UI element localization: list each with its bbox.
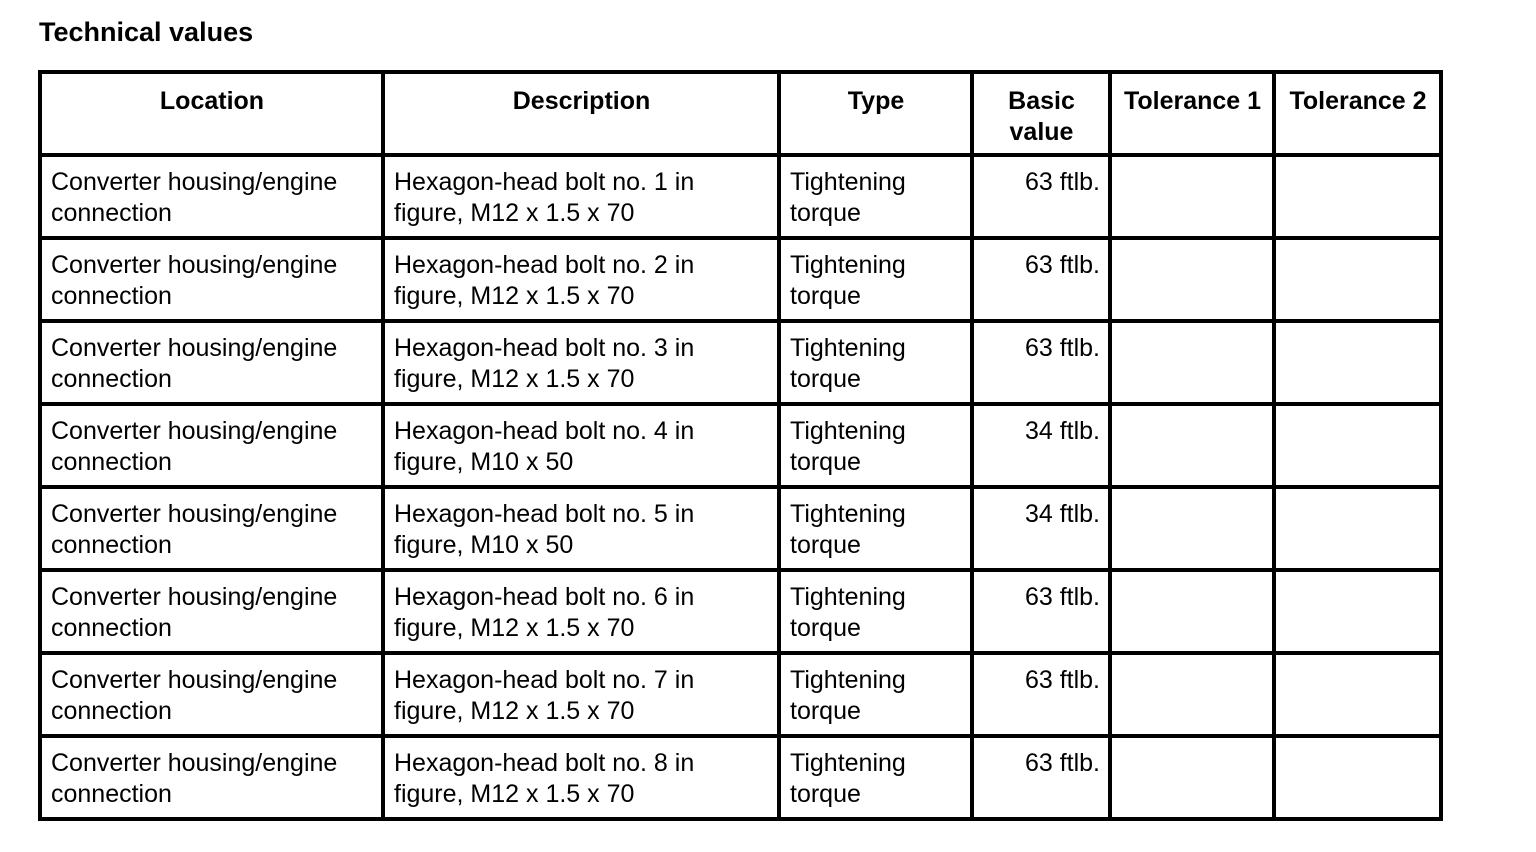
cell-basic-value: 63 ftlb. xyxy=(972,736,1110,819)
cell-location: Converter housing/engine connection xyxy=(40,570,383,653)
table-row xyxy=(40,321,1441,404)
cell-tolerance-2 xyxy=(1274,653,1441,736)
cell-tolerance-2 xyxy=(1274,155,1441,238)
cell-basic-value: 34 ftlb. xyxy=(972,404,1110,487)
cell-basic-value: 63 ftlb. xyxy=(972,653,1110,736)
table-row xyxy=(40,736,1441,819)
cell-tolerance-1 xyxy=(1110,404,1274,487)
cell-type: Tightening torque xyxy=(779,653,972,736)
table-body xyxy=(40,155,1441,819)
cell-tolerance-1 xyxy=(1110,736,1274,819)
header-type: Type xyxy=(779,72,972,155)
cell-description: Hexagon-head bolt no. 4 in figure, M10 x 50 xyxy=(383,404,779,487)
cell-tolerance-2 xyxy=(1274,238,1441,321)
cell-type: Tightening torque xyxy=(779,155,972,238)
header-location: Location xyxy=(40,72,383,155)
cell-type: Tightening torque xyxy=(779,321,972,404)
cell-type: Tightening torque xyxy=(779,487,972,570)
header-row xyxy=(40,72,1441,155)
cell-location: Converter housing/engine connection xyxy=(40,321,383,404)
cell-type: Tightening torque xyxy=(779,570,972,653)
table-row xyxy=(40,238,1441,321)
cell-location: Converter housing/engine connection xyxy=(40,487,383,570)
cell-location: Converter housing/engine connection xyxy=(40,155,383,238)
cell-basic-value: 34 ftlb. xyxy=(972,487,1110,570)
cell-tolerance-1 xyxy=(1110,570,1274,653)
cell-tolerance-2 xyxy=(1274,570,1441,653)
cell-description: Hexagon-head bolt no. 3 in figure, M12 x 1.5 x 70 xyxy=(383,321,779,404)
cell-tolerance-1 xyxy=(1110,487,1274,570)
cell-basic-value: 63 ftlb. xyxy=(972,570,1110,653)
cell-basic-value: 63 ftlb. xyxy=(972,321,1110,404)
table-row xyxy=(40,155,1441,238)
cell-tolerance-1 xyxy=(1110,238,1274,321)
page-title: Technical values xyxy=(39,17,254,47)
cell-location: Converter housing/engine connection xyxy=(40,404,383,487)
cell-type: Tightening torque xyxy=(779,736,972,819)
cell-tolerance-2 xyxy=(1274,404,1441,487)
table-row xyxy=(40,487,1441,570)
cell-tolerance-1 xyxy=(1110,653,1274,736)
cell-basic-value: 63 ftlb. xyxy=(972,155,1110,238)
cell-description: Hexagon-head bolt no. 2 in figure, M12 x 1.5 x 70 xyxy=(383,238,779,321)
cell-description: Hexagon-head bolt no. 7 in figure, M12 x 1.5 x 70 xyxy=(383,653,779,736)
header-description: Description xyxy=(383,72,779,155)
cell-tolerance-1 xyxy=(1110,321,1274,404)
table-row xyxy=(40,653,1441,736)
cell-location: Converter housing/engine connection xyxy=(40,238,383,321)
cell-type: Tightening torque xyxy=(779,404,972,487)
cell-description: Hexagon-head bolt no. 1 in figure, M12 x 1.5 x 70 xyxy=(383,155,779,238)
header-tolerance-1: Tolerance 1 xyxy=(1110,72,1274,155)
cell-type: Tightening torque xyxy=(779,238,972,321)
cell-description: Hexagon-head bolt no. 5 in figure, M10 x 50 xyxy=(383,487,779,570)
technical-values-table xyxy=(38,70,1443,821)
table-row xyxy=(40,404,1441,487)
cell-location: Converter housing/engine connection xyxy=(40,653,383,736)
header-tolerance-2: Tolerance 2 xyxy=(1274,72,1441,155)
table-row xyxy=(40,570,1441,653)
cell-description: Hexagon-head bolt no. 8 in figure, M12 x 1.5 x 70 xyxy=(383,736,779,819)
table-header xyxy=(40,72,1441,155)
cell-tolerance-2 xyxy=(1274,487,1441,570)
cell-basic-value: 63 ftlb. xyxy=(972,238,1110,321)
cell-tolerance-1 xyxy=(1110,155,1274,238)
cell-tolerance-2 xyxy=(1274,736,1441,819)
cell-tolerance-2 xyxy=(1274,321,1441,404)
cell-description: Hexagon-head bolt no. 6 in figure, M12 x 1.5 x 70 xyxy=(383,570,779,653)
cell-location: Converter housing/engine connection xyxy=(40,736,383,819)
header-basic-value: Basic value xyxy=(972,72,1110,155)
